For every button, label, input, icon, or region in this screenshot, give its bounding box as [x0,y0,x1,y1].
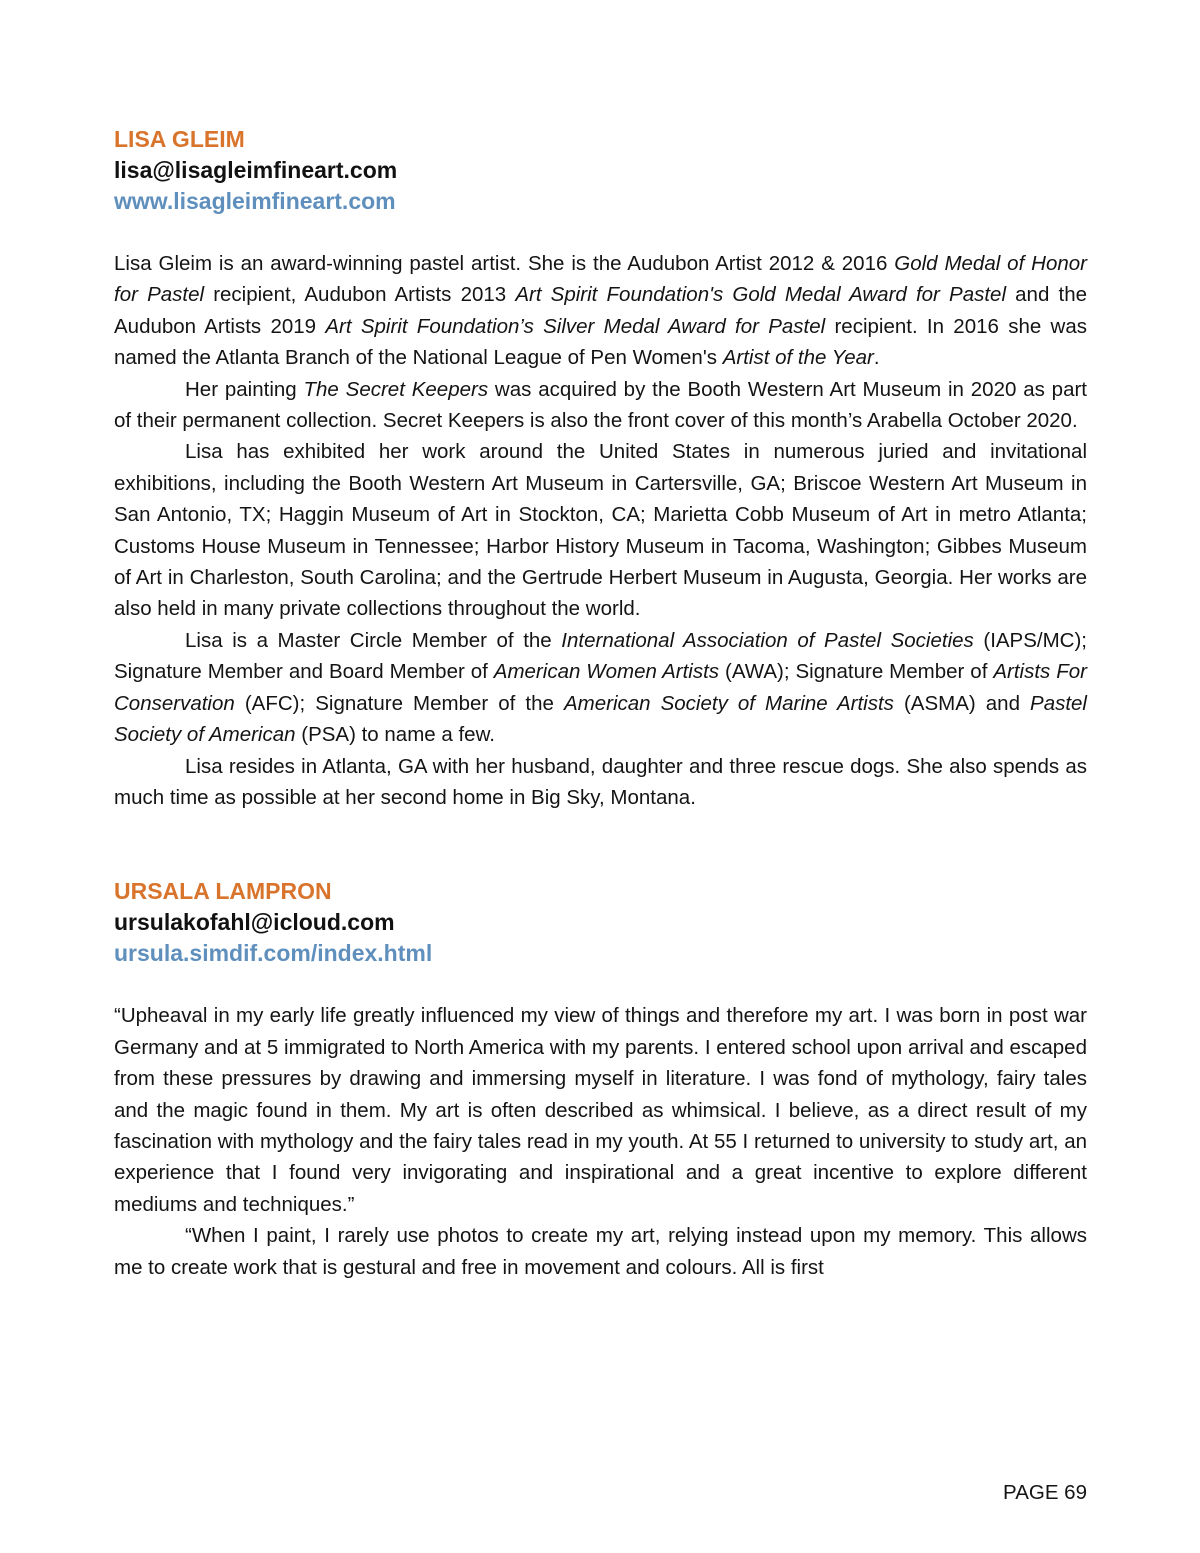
artist-bio [114,248,1087,813]
italic-title-text: Artists For Conservation [114,660,1087,715]
paragraph-text: . [873,346,880,370]
paragraph-text: Her painting [185,377,304,401]
artist-website-link[interactable]: ursula.simdif.com/index.html [114,940,433,967]
italic-title-text: Pastel Society of American [114,691,1087,747]
italic-title-text: The Secret Keepers [303,377,489,401]
italic-title-text: Gold Medal of Honor for Pastel [114,252,1088,307]
paragraph-text: Lisa resides in Atlanta, GA with her husband, daughter and three rescue dogs. She also spends as much time as possible at her second home in Big Sky, Montana. [114,754,1087,809]
paragraph-text: “When I paint, I rarely use photos to create my art, relying instead upon my memory. This allows me to create work that is gestural and free in movement and colours. All is first [114,1224,1087,1279]
paragraph-text: “Upheaval in my early life greatly influenced my view of things and therefore my art. I was born in post war Germany and at 5 immigrated to North America with my parents. I entered school upon arrival and escaped from these pressures by drawing and immersing myself in literature. I was fond of mythology, fairy tales and the magic found in them. My art is often described as whimsical. I believe, as a direct result of my fascination with mythology and the fairy tales read in my youth. At 55 I returned to university to study art, an experience that I found very invigorating and inspirational and a great incentive to explore different mediums and techniques.” [114,1004,1087,1216]
artist-website-link[interactable]: www.lisagleimfineart.com [114,188,396,214]
paragraph-text: recipient, Audubon Artists 2013 [204,283,516,307]
paragraph-text: and the Audubon Artists 2019 [114,283,1087,338]
bio-paragraph [114,248,1087,374]
italic-title-text: International Association of Pastel Societies [561,628,974,652]
artist-section-lisa-gleim [114,124,1087,813]
page-number: PAGE 69 [1003,1481,1087,1504]
italic-title-text: Art Spirit Foundation’s Silver Medal Award for Pastel [325,314,826,338]
paragraph-text: Lisa has exhibited her work around the United States in numerous juried and invitational exhibitions, including the Booth Western Art Museum in Cartersville, GA; Briscoe Western Art Museum in San Antonio, TX; Haggin Museum of Art in Stockton, CA; Marietta Cobb Museum of Art in metro Atlanta; Customs House Museum in Tennessee; Harbor History Museum in Tacoma, Washington; Gibbes Museum of Art in Charleston, South Carolina; and the Gertrude Herbert Museum in Augusta, Georgia. Her works are also held in many private collections throughout the world. [114,440,1087,621]
paragraph-text: (AWA); Signature Member of [719,660,994,684]
paragraph-text: was acquired by the Booth Western Art Museum in 2020 as part of their permanent collection. Secret Keepers is also the front cover of this month’s Arabella October 2020. [114,377,1087,433]
paragraph-text: (IAPS/MC); Signature Member and Board Member of [114,628,1088,684]
bio-paragraph [114,625,1087,751]
bio-paragraph [114,1000,1087,1220]
italic-title-text: Art Spirit Foundation's Gold Medal Award for Pastel [515,283,1006,307]
bio-paragraph [114,374,1087,437]
artist-bio [114,1000,1087,1283]
italic-title-text: Artist of the Year [722,346,874,370]
paragraph-text: (AFC); Signature Member of the [234,691,564,715]
bio-paragraph [114,1220,1087,1283]
bio-paragraph [114,436,1087,624]
paragraph-text: (ASMA) and [893,691,1031,715]
artist-email: lisa@lisagleimfineart.com [114,157,398,183]
artist-name: URSALA LAMPRON [114,878,332,905]
paragraph-text: Lisa is a Master Circle Member of the [185,628,562,652]
artist-email: ursulakofahl@icloud.com [114,909,395,936]
paragraph-text: Lisa Gleim is an award-winning pastel artist. She is the Audubon Artist 2012 & 2016 [114,252,895,275]
artist-section-ursala-lampron [114,876,1087,1283]
artist-name: LISA GLEIM [114,126,245,152]
bio-paragraph [114,751,1087,814]
italic-title-text: American Society of Marine Artists [563,691,894,715]
paragraph-text: recipient. In 2016 she was named the Atlanta Branch of the National League of Pen Women's [114,314,1087,370]
italic-title-text: American Women Artists [493,660,720,684]
page-content [114,124,1087,1283]
paragraph-text: (PSA) to name a few. [295,723,495,747]
